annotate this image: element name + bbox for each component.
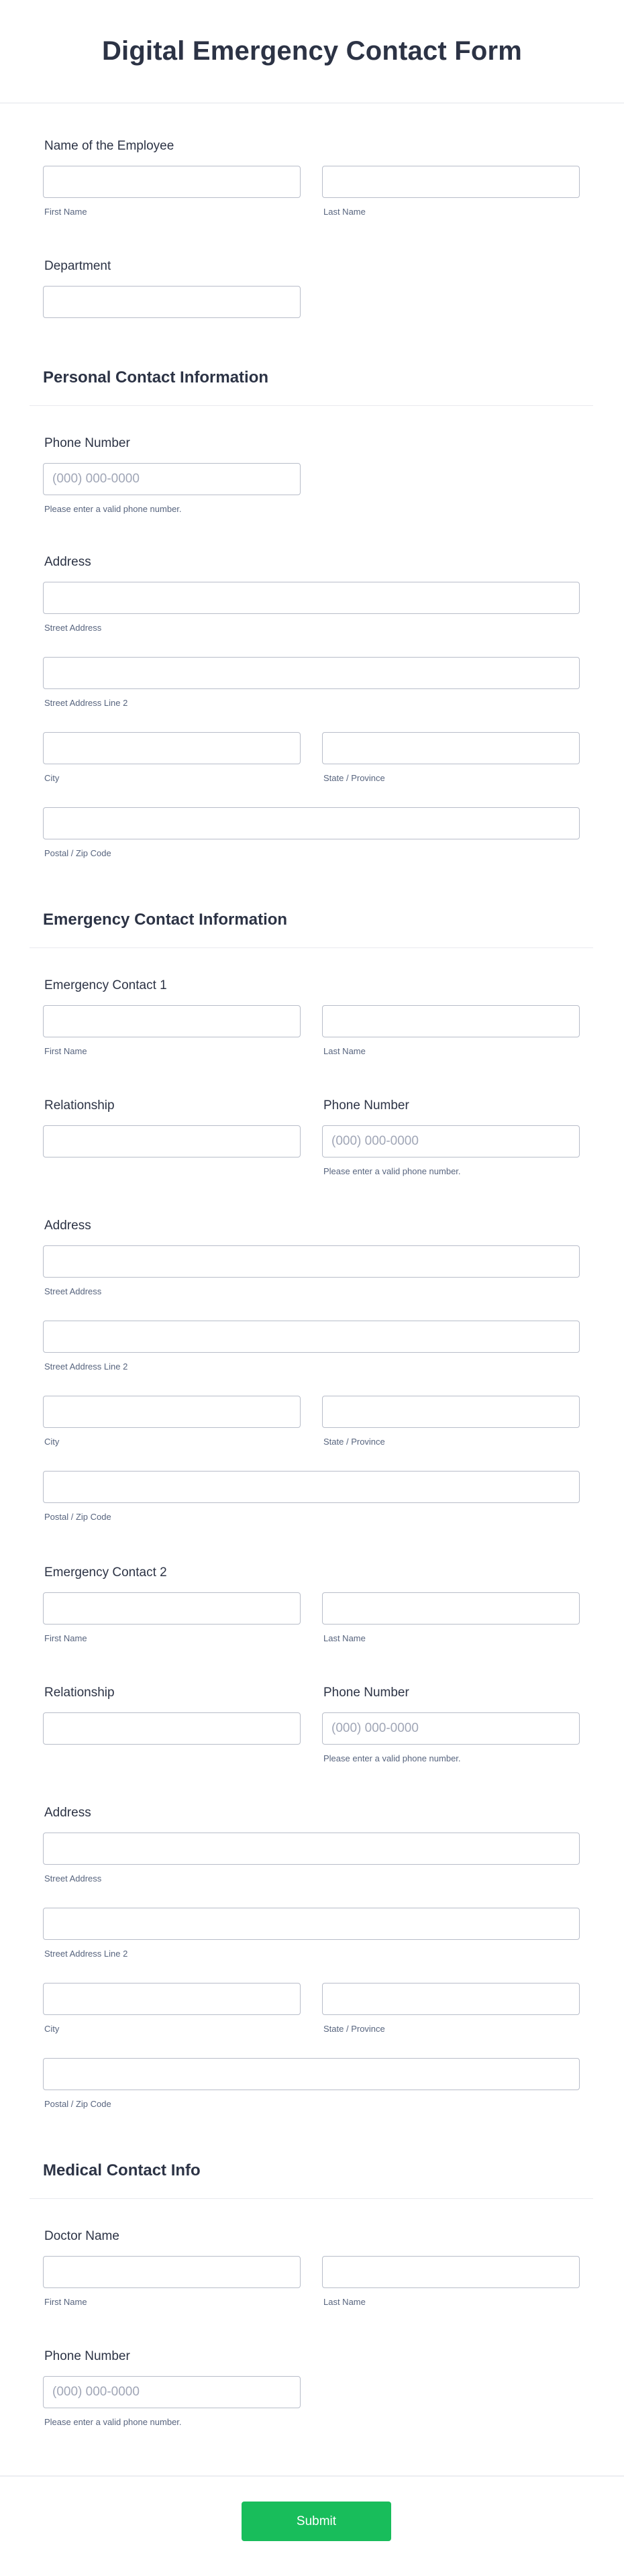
phone-help-text: Please enter a valid phone number. <box>44 504 182 514</box>
field-label: Department <box>44 259 111 273</box>
ec1-street-input[interactable] <box>43 1245 580 1278</box>
doctor-name-field <box>43 2228 580 2308</box>
ec2-city-input[interactable] <box>43 1983 301 2015</box>
section-title-medical: Medical Contact Info <box>43 2161 201 2179</box>
sublabel: City <box>44 773 60 783</box>
ec1-phone-field <box>322 1098 580 1178</box>
doctor-phone-input[interactable] <box>43 2376 301 2408</box>
state-input[interactable] <box>322 732 580 764</box>
ec2-first-name-input[interactable] <box>43 1592 301 1625</box>
phone-help-text: Please enter a valid phone number. <box>323 1753 461 1763</box>
field-label: Phone Number <box>323 1686 409 1700</box>
sublabel: First Name <box>44 1046 87 1056</box>
form-footer <box>0 2475 624 2576</box>
ec2-street-input[interactable] <box>43 1833 580 1865</box>
field-label: Address <box>44 555 91 569</box>
sublabel: First Name <box>44 2297 87 2307</box>
sublabel: Last Name <box>323 207 366 217</box>
sublabel: Postal / Zip Code <box>44 1512 111 1522</box>
sublabel: Last Name <box>323 1046 366 1056</box>
sublabel: Street Address Line 2 <box>44 1949 128 1959</box>
sublabel: State / Province <box>323 2024 385 2034</box>
sublabel: Postal / Zip Code <box>44 848 111 858</box>
field-label: Relationship <box>44 1686 115 1700</box>
sublabel: Street Address <box>44 1873 102 1884</box>
section-divider <box>30 405 593 406</box>
section-title-personal: Personal Contact Information <box>43 368 269 387</box>
sublabel: Street Address Line 2 <box>44 1361 128 1372</box>
section-divider <box>30 2198 593 2199</box>
phone-help-text: Please enter a valid phone number. <box>323 1166 461 1176</box>
emergency-contact-2-field <box>43 1565 580 1645</box>
ec2-postal-input[interactable] <box>43 2058 580 2090</box>
form-header <box>0 0 624 103</box>
field-label: Emergency Contact 1 <box>44 978 167 992</box>
ec1-last-name-input[interactable] <box>322 1005 580 1037</box>
phone-help-text: Please enter a valid phone number. <box>44 2417 182 2427</box>
ec2-phone-field <box>322 1685 580 1765</box>
sublabel: State / Province <box>323 1437 385 1447</box>
submit-button[interactable]: Submit <box>242 2502 391 2541</box>
sublabel: Last Name <box>323 1633 366 1643</box>
ec2-state-input[interactable] <box>322 1983 580 2015</box>
ec1-relationship-field <box>43 1098 301 1178</box>
ec1-phone-input[interactable] <box>322 1125 580 1157</box>
emergency-contact-1-field <box>43 978 580 1058</box>
doctor-first-name-input[interactable] <box>43 2256 301 2288</box>
ec2-last-name-input[interactable] <box>322 1592 580 1625</box>
sublabel: Street Address Line 2 <box>44 698 128 708</box>
field-label: Doctor Name <box>44 2229 119 2243</box>
field-label: Phone Number <box>44 2349 130 2363</box>
sublabel: Last Name <box>323 2297 366 2307</box>
personal-phone-input[interactable] <box>43 463 301 495</box>
sublabel: Street Address <box>44 1286 102 1296</box>
ec1-relationship-input[interactable] <box>43 1125 301 1157</box>
ec1-city-input[interactable] <box>43 1396 301 1428</box>
ec2-address-field <box>43 1805 580 2110</box>
field-label: Phone Number <box>44 436 130 450</box>
field-label: Phone Number <box>323 1098 409 1113</box>
field-label: Relationship <box>44 1098 115 1113</box>
sublabel: State / Province <box>323 773 385 783</box>
form-body <box>0 103 624 2428</box>
form-title: Digital Emergency Contact Form <box>101 36 523 66</box>
ec1-state-input[interactable] <box>322 1396 580 1428</box>
personal-phone-field <box>43 435 580 515</box>
personal-address-field <box>43 554 580 860</box>
ec1-postal-input[interactable] <box>43 1471 580 1503</box>
section-title-emergency: Emergency Contact Information <box>43 911 288 929</box>
ec1-street2-input[interactable] <box>43 1321 580 1353</box>
street-address-input[interactable] <box>43 582 580 614</box>
field-label: Address <box>44 1219 91 1233</box>
ec2-relationship-input[interactable] <box>43 1712 301 1745</box>
employee-last-name-input[interactable] <box>322 166 580 198</box>
department-input[interactable] <box>43 286 301 318</box>
doctor-last-name-input[interactable] <box>322 2256 580 2288</box>
ec1-address-field <box>43 1218 580 1523</box>
street-address-line2-input[interactable] <box>43 657 580 689</box>
sublabel: Postal / Zip Code <box>44 2099 111 2109</box>
city-input[interactable] <box>43 732 301 764</box>
ec1-first-name-input[interactable] <box>43 1005 301 1037</box>
field-label: Emergency Contact 2 <box>44 1565 167 1580</box>
section-divider <box>30 947 593 948</box>
field-label: Address <box>44 1806 91 1820</box>
sublabel: City <box>44 1437 60 1447</box>
ec2-relationship-field <box>43 1685 301 1765</box>
sublabel: Street Address <box>44 623 102 633</box>
postal-code-input[interactable] <box>43 807 580 839</box>
doctor-phone-field <box>43 2349 580 2428</box>
ec2-phone-input[interactable] <box>322 1712 580 1745</box>
employee-name-field <box>43 138 580 218</box>
sublabel: First Name <box>44 207 87 217</box>
field-label: Name of the Employee <box>44 139 174 153</box>
sublabel: First Name <box>44 1633 87 1643</box>
ec2-street2-input[interactable] <box>43 1908 580 1940</box>
employee-first-name-input[interactable] <box>43 166 301 198</box>
department-field <box>43 258 580 318</box>
sublabel: City <box>44 2024 60 2034</box>
